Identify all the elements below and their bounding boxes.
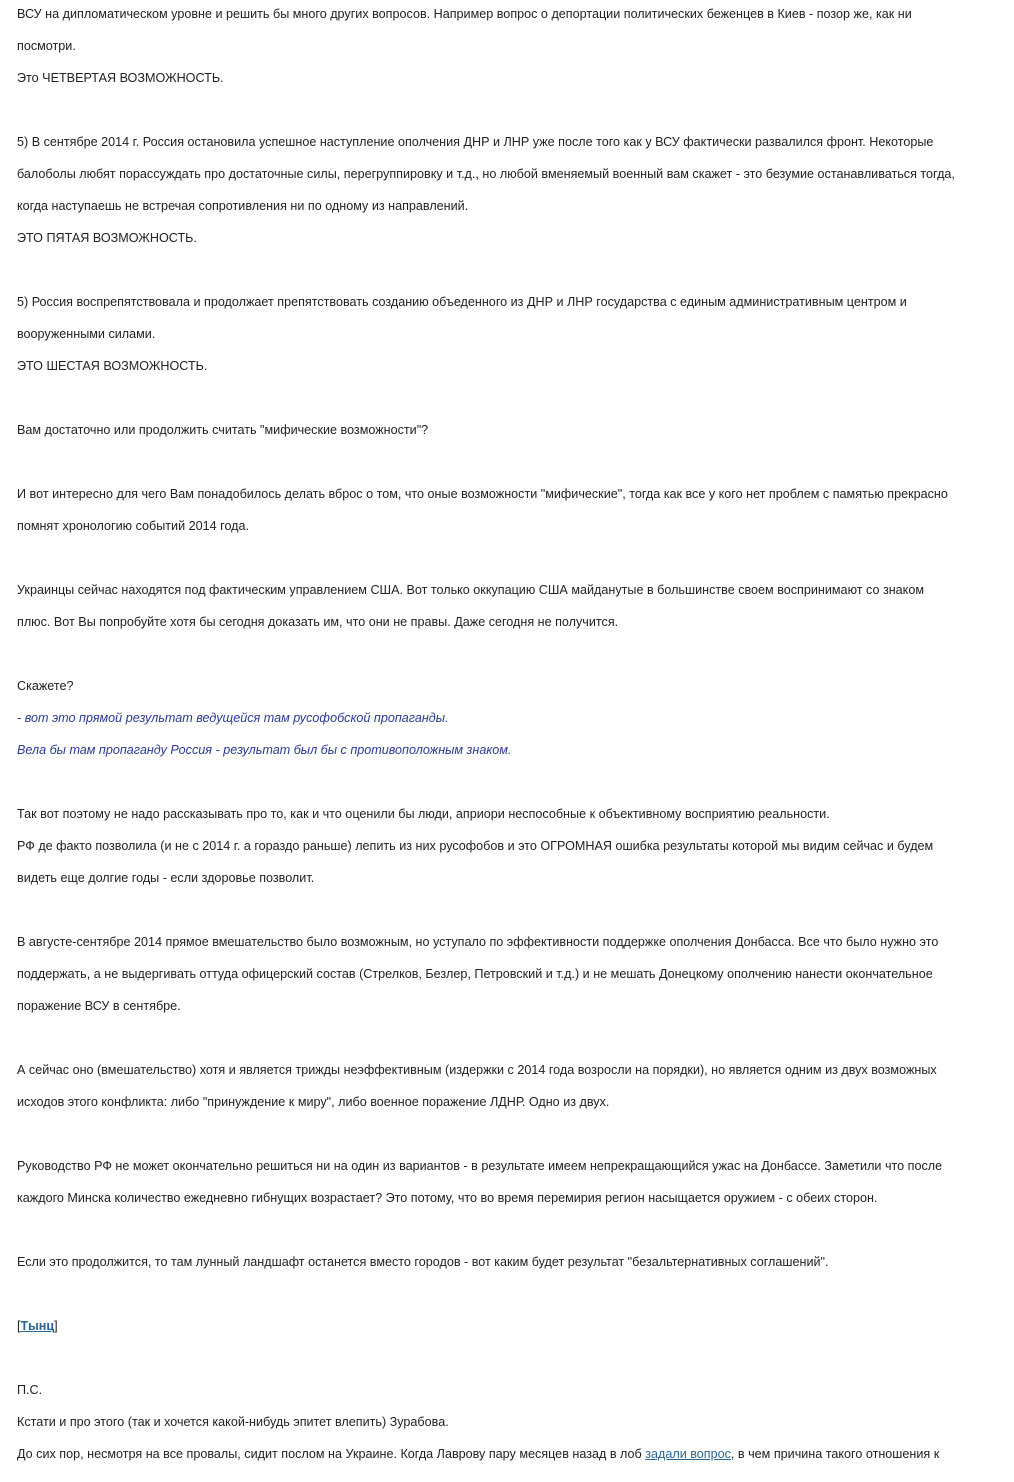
asked-question-link[interactable]: задали вопрос xyxy=(645,1447,731,1461)
text-line: Кстати и про этого (так и хочется какой-нибудь эпитет влепить) Зурабова. xyxy=(17,1415,449,1429)
text-line: Так вот поэтому не надо рассказывать про то, как и что оценили бы люди, априори неспособные к объективному восприятию реальности. xyxy=(17,807,830,821)
text-line: поддержать, а не выдергивать оттуда офицерский состав (Стрелков, Безлер, Петровский и т.д.) и не мешать Донецкому ополчению нанести окончательное xyxy=(17,967,933,981)
paragraph-leadership xyxy=(17,1142,997,1222)
text-line: Если это продолжится, то там лунный ландшафт останется вместо городов - вот каким будет результат "безальтернативных соглашений". xyxy=(17,1255,829,1269)
text-line: ЭТО ШЕСТАЯ ВОЗМОЖНОСТЬ. xyxy=(17,359,208,373)
paragraph-usa-control xyxy=(17,566,997,646)
quote-line: - вот это прямой результат ведущейся там русофобской пропаганды. xyxy=(17,711,449,725)
quote-line: Вела бы там пропаганду Россия - результат был бы с противоположным знаком. xyxy=(17,743,512,757)
paragraph-quoted-reply xyxy=(17,662,997,774)
bracket-open: [ xyxy=(17,1319,21,1333)
source-link[interactable]: Тынц xyxy=(20,1319,55,1333)
text-line: вооруженными силами. xyxy=(17,327,156,341)
source-link-block xyxy=(17,1302,997,1334)
bracket-close: ] xyxy=(54,1319,58,1333)
paragraph-fourth-possibility xyxy=(17,0,997,102)
paragraph-intervention xyxy=(17,1046,997,1126)
paragraph-august-september xyxy=(17,918,997,1030)
text-line-with-link xyxy=(17,1446,997,1462)
post-body xyxy=(17,0,997,1482)
text-line: когда наступаешь не встречая сопротивления ни по одному из направлений. xyxy=(17,199,469,213)
text-line: А сейчас оно (вмешательство) хотя и является трижды неэффективным (издержки с 2014 года возросли на порядки), но является одним из двух возможных xyxy=(17,1063,937,1077)
text-line: 5) Россия воспрепятствовала и продолжает препятствовать созданию объеденного из ДНР и ЛНР государства с единым административным центром и xyxy=(17,295,907,309)
text-line: 5) В сентябре 2014 г. Россия остановила успешное наступление ополчения ДНР и ЛНР уже после того как у ВСУ фактически развалился фронт. Некоторые xyxy=(17,135,934,149)
text-line: ЭТО ПЯТАЯ ВОЗМОЖНОСТЬ. xyxy=(17,231,197,245)
text-line: посмотри. xyxy=(17,39,76,53)
text-line: каждого Минска количество ежедневно гибнущих возрастает? Это потому, что во время перемирия регион насыщается оружием - с обеих сторон. xyxy=(17,1191,878,1205)
paragraph-postscript xyxy=(17,1366,997,1478)
text-line: И вот интересно для чего Вам понадобилось делать вброс о том, что оные возможности "мифические", тогда как все у кого нет проблем с памятью прекрасно xyxy=(17,487,948,501)
text-line: помнят хронологию событий 2014 года. xyxy=(17,519,250,533)
text-segment: До сих пор, несмотря на все провалы, сидит послом на Украине. Когда Лаврову пару месяцев назад в лоб xyxy=(17,1447,646,1461)
text-line: видеть еще долгие годы - если здоровье позволит. xyxy=(17,871,315,885)
text-line: Вам достаточно или продолжить считать "мифические возможности"? xyxy=(17,423,429,437)
text-line: РФ де факто позволила (и не с 2014 г. а гораздо раньше) лепить из них русофобов и это ОГРОМНАЯ ошибка результаты которой мы видим сейчас и будем xyxy=(17,839,934,853)
text-line: поражение ВСУ в сентябре. xyxy=(17,999,181,1013)
text-line: Скажете? xyxy=(17,679,74,693)
text-line: П.С. xyxy=(17,1383,43,1397)
paragraph-question xyxy=(17,406,997,454)
paragraph-fifth-possibility xyxy=(17,118,997,262)
text-line: В августе-сентябре 2014 прямое вмешательство было возможным, но уступало по эффективности поддержке ополчения Донбасса. Все что было нужно это xyxy=(17,935,939,949)
text-line: плюс. Вот Вы попробуйте хотя бы сегодня доказать им, что они не правы. Даже сегодня не получится. xyxy=(17,615,619,629)
paragraph-conclusion xyxy=(17,1238,997,1286)
text-line: ВСУ на дипломатическом уровне и решить бы много других вопросов. Например вопрос о депортации политических беженцев в Киев - позор же, как ни xyxy=(17,7,912,21)
text-line: Это ЧЕТВЕРТАЯ ВОЗМОЖНОСТЬ. xyxy=(17,71,224,85)
text-line: Украинцы сейчас находятся под фактическим управлением США. Вот только оккупацию США майданутые в большинстве своем воспринимают со знаком xyxy=(17,583,924,597)
text-segment: , в чем причина такого отношения к xyxy=(730,1447,940,1461)
text-line: исходов этого конфликта: либо "принуждение к миру", либо военное поражение ЛДНР. Одно из двух. xyxy=(17,1095,610,1109)
spacer xyxy=(17,1350,997,1366)
paragraph-perception xyxy=(17,790,997,902)
text-line: Руководство РФ не может окончательно решиться ни на один из вариантов - в результате имеем непрекращающийся ужас на Донбассе. Заметили что после xyxy=(17,1159,943,1173)
paragraph-sixth-possibility xyxy=(17,278,997,390)
text-line: балоболы любят порассуждать про достаточные силы, перегруппировку и т.д., но любой вменяемый военный вам скажет - это безумие останавливаться тогда, xyxy=(17,167,955,181)
paragraph-chronology xyxy=(17,470,997,550)
